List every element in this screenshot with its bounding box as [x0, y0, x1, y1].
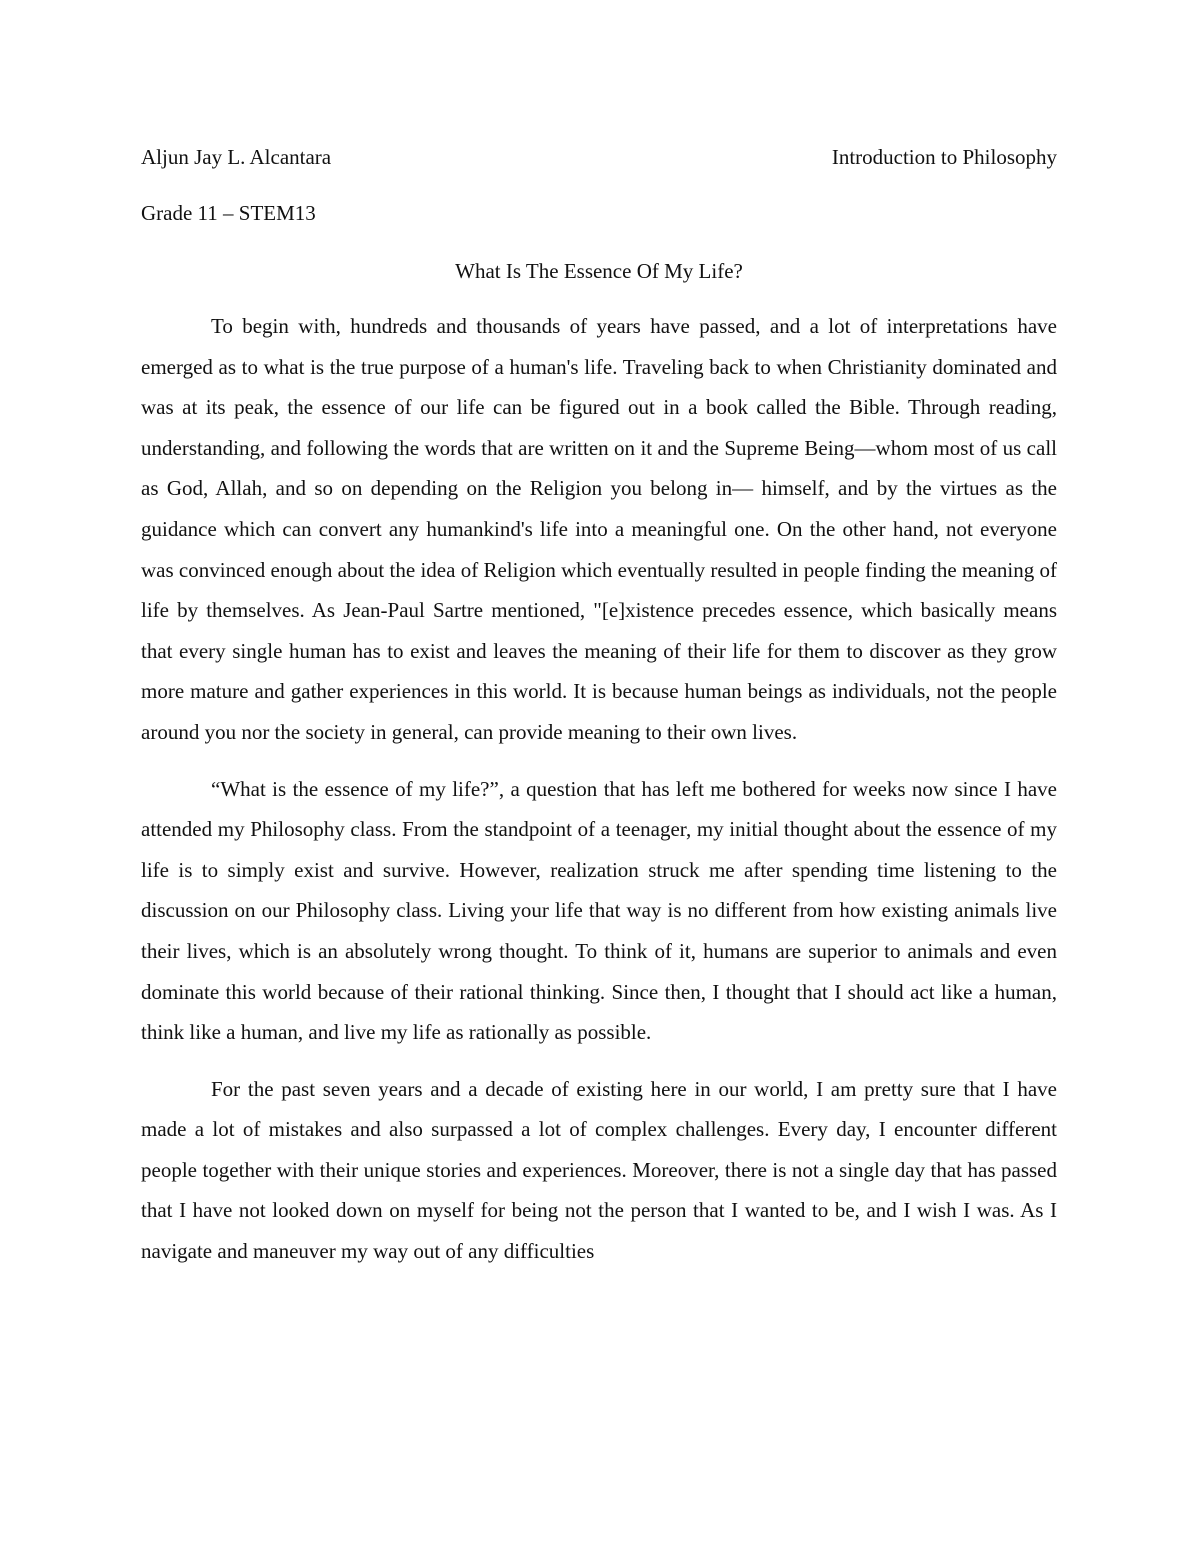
document-header: [141, 140, 1057, 174]
author-name: Aljun Jay L. Alcantara: [141, 145, 332, 169]
essay-body: [141, 306, 1057, 1288]
essay-paragraph-2: “What is the essence of my life?”, a question that has left me bothered for weeks now since I have attended my Philosophy class. From the standpoint of a teenager, my initial thought about the essence of my life is to simply exist and survive. However, realization struck me after spending time listening to the discussion on our Philosophy class. Living your life that way is no different from how existing animals live their lives, which is an absolutely wrong thought. To think of it, humans are superior to animals and even dominate this world because of their rational thinking. Since then, I thought that I should act like a human, think like a human, and live my life as rationally as possible.: [141, 776, 1057, 1045]
grade-section: Grade 11 – STEM13: [141, 201, 316, 225]
course-name: Introduction to Philosophy: [831, 145, 1057, 169]
essay-paragraph-1: To begin with, hundreds and thousands of years have passed, and a lot of interpretations have emerged as to what is the true purpose of a human's life. Traveling back to when Christianity dominated and was at its peak, the essence of our life can be figured out in a book called the Bible. Through reading, understanding, and following the words that are written on it and the Supreme Being—whom most of us call as God, Allah, and so on depending on the Religion you belong in— himself, and by the virtues as the guidance which can convert any humankind's life into a meaningful one. On the other hand, not everyone was convinced enough about the idea of Religion which eventually resulted in people finding the meaning of life by themselves. As Jean-Paul Sartre mentioned, "[e]xistence precedes essence, which basically means that every single human has to exist and leaves the meaning of their life for them to discover as they grow more mature and gather experiences in this world. It is because human beings as individuals, not the people around you nor the society in general, can provide meaning to their own lives.: [141, 314, 1057, 744]
essay-paragraph-3: For the past seven years and a decade of existing here in our world, I am pretty sure that I have made a lot of mistakes and also surpassed a lot of complex challenges. Every day, I encounter different people together with their unique stories and experiences. Moreover, there is not a single day that has passed that I have not looked down on myself for being not the person that I wanted to be, and I wish I was. As I navigate and maneuver my way out of any difficulties: [141, 1076, 1057, 1264]
essay-title: What Is The Essence Of My Life?: [455, 259, 743, 283]
